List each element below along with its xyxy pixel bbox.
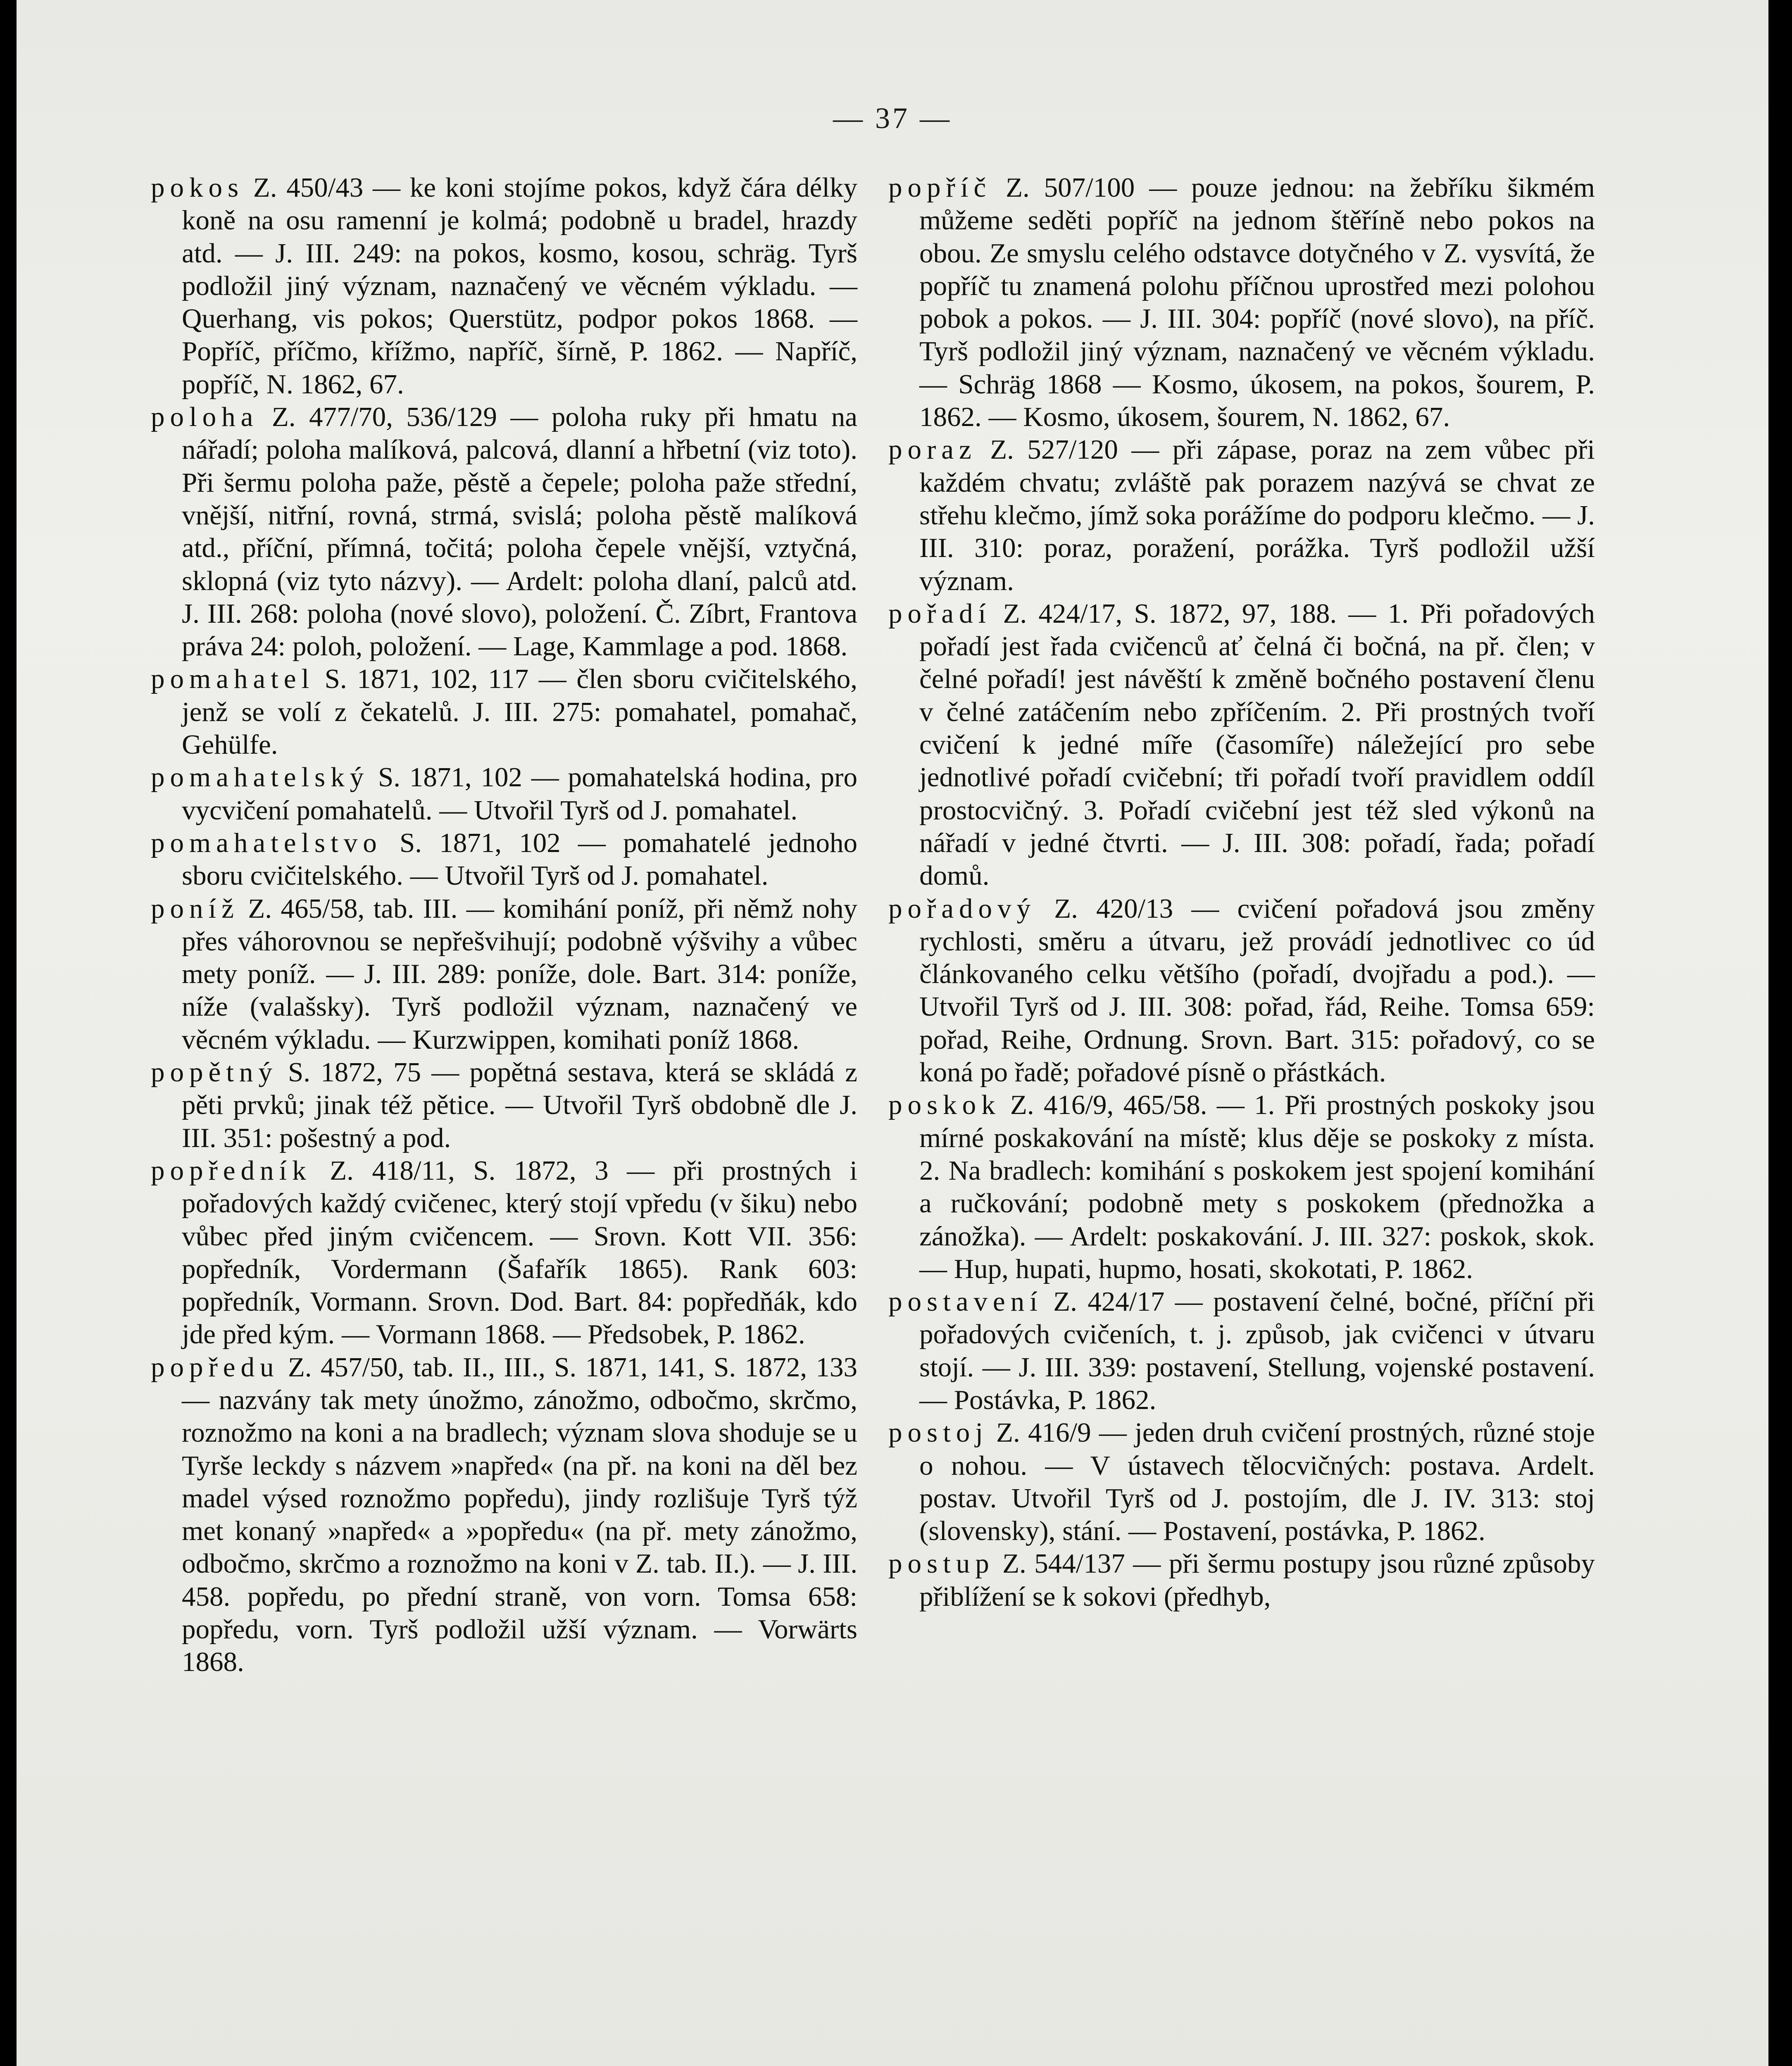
dictionary-entry: [888, 893, 1595, 1089]
dictionary-entry: [151, 1351, 857, 1679]
entry-text: S. 1871, 102 — pomahatelská hodina, pro vycvičení pomahatelů. — Utvořil Tyrš od J. pomahatel.: [182, 762, 857, 826]
entry-headword: popředu: [151, 1352, 279, 1383]
right-column: [888, 171, 1595, 1613]
entry-text: Z. 416/9, 465/58. — 1. Při prostných poskoky jsou mírné poskakování na místě; klus děje se poskoky z místa. 2. Na bradlech: komihání s poskokem jest spojení komihání a ručkování; podobně mety s poskokem (přednožka a zánožka). — Ardelt: poskakování. J. III. 327: poskok, skok. — Hup, hupati, hupmo, hosati, skokotati, P. 1862.: [919, 1090, 1595, 1284]
dictionary-entry: [151, 1056, 857, 1154]
dictionary-entry: [151, 827, 857, 893]
entry-text: Z. 420/13 — cvičení pořadová jsou změny rychlosti, směru a útvaru, jež provádí jednotlivec co úd článkovaného celku většího (pořadí, dvojřadu a pod.). — Utvořil Tyrš od J. III. 308: pořad, řád, Reihe. Tomsa 659: pořad, Reihe, Ordnung. Srovn. Bart. 315: pořadový, co se koná po řadě; pořadové písně o přástkách.: [919, 893, 1595, 1088]
entry-headword: popětný: [151, 1057, 278, 1088]
entry-headword: postavení: [888, 1286, 1043, 1317]
entry-text: Z. 527/120 — při zápase, poraz na zem vůbec při každém chvatu; zvláště pak porazem nazývá se chvat ze střehu klečmo, jímž soka porážíme do podporu klečmo. — J. III. 310: poraz, poražení, porážka. Tyrš podložil užší význam.: [919, 434, 1595, 596]
left-column: [151, 171, 857, 1679]
dictionary-entry: [888, 1285, 1595, 1416]
entry-headword: popříč: [888, 172, 992, 203]
dictionary-entry: [151, 1154, 857, 1351]
entry-text: Z. 477/70, 536/129 — poloha ruky při hmatu na nářadí; poloha malíková, palcová, dlanní a hřbetní (viz toto). Při šermu poloha paže, pěstě a čepele; poloha paže střední, vnější, nitřní, rovná, strmá, svislá; poloha pěstě malíková atd., příční, přímná, točitá; poloha čepele vnější, vztyčná, sklopná (viz tyto názvy). — Ardelt: poloha dlaní, palců atd. J. III. 268: poloha (nové slovo), položení. Č. Zíbrt, Frantova práva 24: poloh, položení. — Lage, Kammlage a pod. 1868.: [182, 402, 857, 662]
entry-text: Z. 457/50, tab. II., III., S. 1871, 141, S. 1872, 133 — nazvány tak mety únožmo, zánožmo, odbočmo, skrčmo, roznožmo na koni a na bradlech; význam slova shoduje se u Tyrše leckdy s názvem »napřed« (na př. na koni na děl bez madel výsed roznožmo popředu), jindy rozlišuje Tyrš týž met konaný »napřed« a »popředu« (na př. mety zánožmo, odbočmo, skrčmo a roznožmo na koni v Z. tab. II.). — J. III. 458. popředu, po přední straně, von vorn. Tomsa 658: popředu, vorn. Tyrš podložil užší význam. — Vorwärts 1868.: [182, 1352, 857, 1678]
dictionary-entry: [888, 1089, 1595, 1285]
entry-text: S. 1872, 75 — popětná sestava, která se skládá z pěti prvků; jinak též pětice. — Utvořil Tyrš obdobně dle J. III. 351: pošestný a pod.: [182, 1057, 857, 1153]
dictionary-entry: [888, 1416, 1595, 1547]
entry-headword: popředník: [151, 1155, 312, 1186]
dictionary-entry: [888, 597, 1595, 893]
entry-headword: poloha: [151, 402, 259, 433]
entry-text: S. 1871, 102, 117 — člen sboru cvičitelského, jenž se volí z čekatelů. J. III. 275: pomahatel, pomahač, Gehülfe.: [182, 664, 857, 760]
entry-headword: poníž: [151, 893, 239, 924]
entry-headword: poraz: [888, 434, 977, 465]
page-number: — 37 —: [833, 102, 952, 135]
entry-headword: postoj: [888, 1417, 988, 1448]
entry-headword: pořadový: [888, 893, 1036, 924]
entry-text: Z. 424/17 — postavení čelné, bočné, příční při pořadových cvičeních, t. j. způsob, jak cvičenci v útvaru stojí. — J. III. 339: postavení, Stellung, vojenské postavení. — Postávka, P. 1862.: [919, 1286, 1595, 1415]
dictionary-entry: [151, 401, 857, 663]
entry-text: Z. 416/9 — jeden druh cvičení prostných, různé stoje o nohou. — V ústavech tělocvičných: postava. Ardelt. postav. Utvořil Tyrš od J. postojím, dle J. IV. 313: stoj (slovensky), stání. — Postavení, postávka, P. 1862.: [919, 1417, 1595, 1547]
entry-text: Z. 507/100 — pouze jednou: na žebříku šikmém můžeme seděti popříč na jednom štěříně nebo pokos na obou. Ze smyslu celého odstavce dotyčného v Z. vysvítá, že popříč tu znamená polohu příčnou uprostřed mezi polohou pobok a pokos. — J. III. 304: popříč (nové slovo), na příč. Tyrš podložil jiný význam, naznačený ve věcném výkladu. — Schräg 1868 — Kosmo, úkosem, na pokos, šourem, P. 1862. — Kosmo, úkosem, šourem, N. 1862, 67.: [919, 172, 1595, 433]
entry-headword: postup: [888, 1548, 995, 1579]
dictionary-entry: [888, 433, 1595, 597]
entry-text: Z. 424/17, S. 1872, 97, 188. — 1. Při pořadových pořadí jest řada cvičenců ať čelná či bočná, na př. člen; v čelné pořadí! jest návěští k změně bočného postavení členu v čelné zatáčením nebo zpříčením. 2. Při prostných tvoří cvičení k jedné míře (časomíře) náležející pro sebe jednotlivé pořadí cvičební; tři pořadí tvoří pravidlem oddíl prostocvičný. 3. Pořadí cvičební jest též sled výkonů na nářadí v jedné čtvrti. — J. III. 308: pořadí, řada; pořadí domů.: [919, 598, 1595, 891]
entry-text: Z. 544/137 — při šermu postupy jsou různé způsoby přiblížení se k sokovi (předhyb,: [919, 1548, 1595, 1612]
entry-headword: pomahatelský: [151, 762, 369, 793]
entry-text: Z. 450/43 — ke koni stojíme pokos, když čára délky koně na osu ramenní je kolmá; podobně u bradel, hrazdy atd. — J. III. 249: na pokos, kosmo, kosou, schräg. Tyrš podložil jiný význam, naznačený ve věcném výkladu. — Querhang, vis pokos; Querstütz, podpor pokos 1868. — Popříč, příčmo, křížmo, napříč, šírně, P. 1862. — Napříč, popříč, N. 1862, 67.: [182, 172, 857, 400]
dictionary-entry: [151, 171, 857, 401]
document-page: [17, 0, 1768, 2066]
entry-text: S. 1871, 102 — pomahatelé jednoho sboru cvičitelského. — Utvořil Tyrš od J. pomahatel.: [182, 827, 857, 891]
dictionary-entry: [151, 761, 857, 827]
entry-headword: poskok: [888, 1090, 1001, 1121]
dictionary-entry: [888, 171, 1595, 433]
entry-text: Z. 418/11, S. 1872, 3 — při prostných i pořadových každý cvičenec, který stojí vpředu (v šiku) nebo vůbec před jiným cvičencem. — Srovn. Kott VII. 356: popředník, Vordermann (Šafařík 1865). Rank 603: popředník, Vormann. Srovn. Dod. Bart. 84: popředňák, kdo jde před kým. — Vormann 1868. — Předsobek, P. 1862.: [182, 1155, 857, 1350]
entry-text: Z. 465/58, tab. III. — komihání poníž, při němž nohy přes váhorovnou se nepřešvihují; podobně výšvihy a vůbec mety poníž. — J. III. 289: poníže, dole. Bart. 314: poníže, níže (valašsky). Tyrš podložil význam, naznačený ve věcném výkladu. — Kurzwippen, komihati poníž 1868.: [182, 893, 857, 1055]
dictionary-entry: [888, 1547, 1595, 1613]
entry-headword: pomahatel: [151, 664, 315, 695]
entry-headword: pořadí: [888, 598, 992, 629]
dictionary-entry: [151, 893, 857, 1056]
dictionary-entry: [151, 663, 857, 761]
entry-headword: pokos: [151, 172, 244, 203]
entry-headword: pomahatelstvo: [151, 827, 382, 858]
